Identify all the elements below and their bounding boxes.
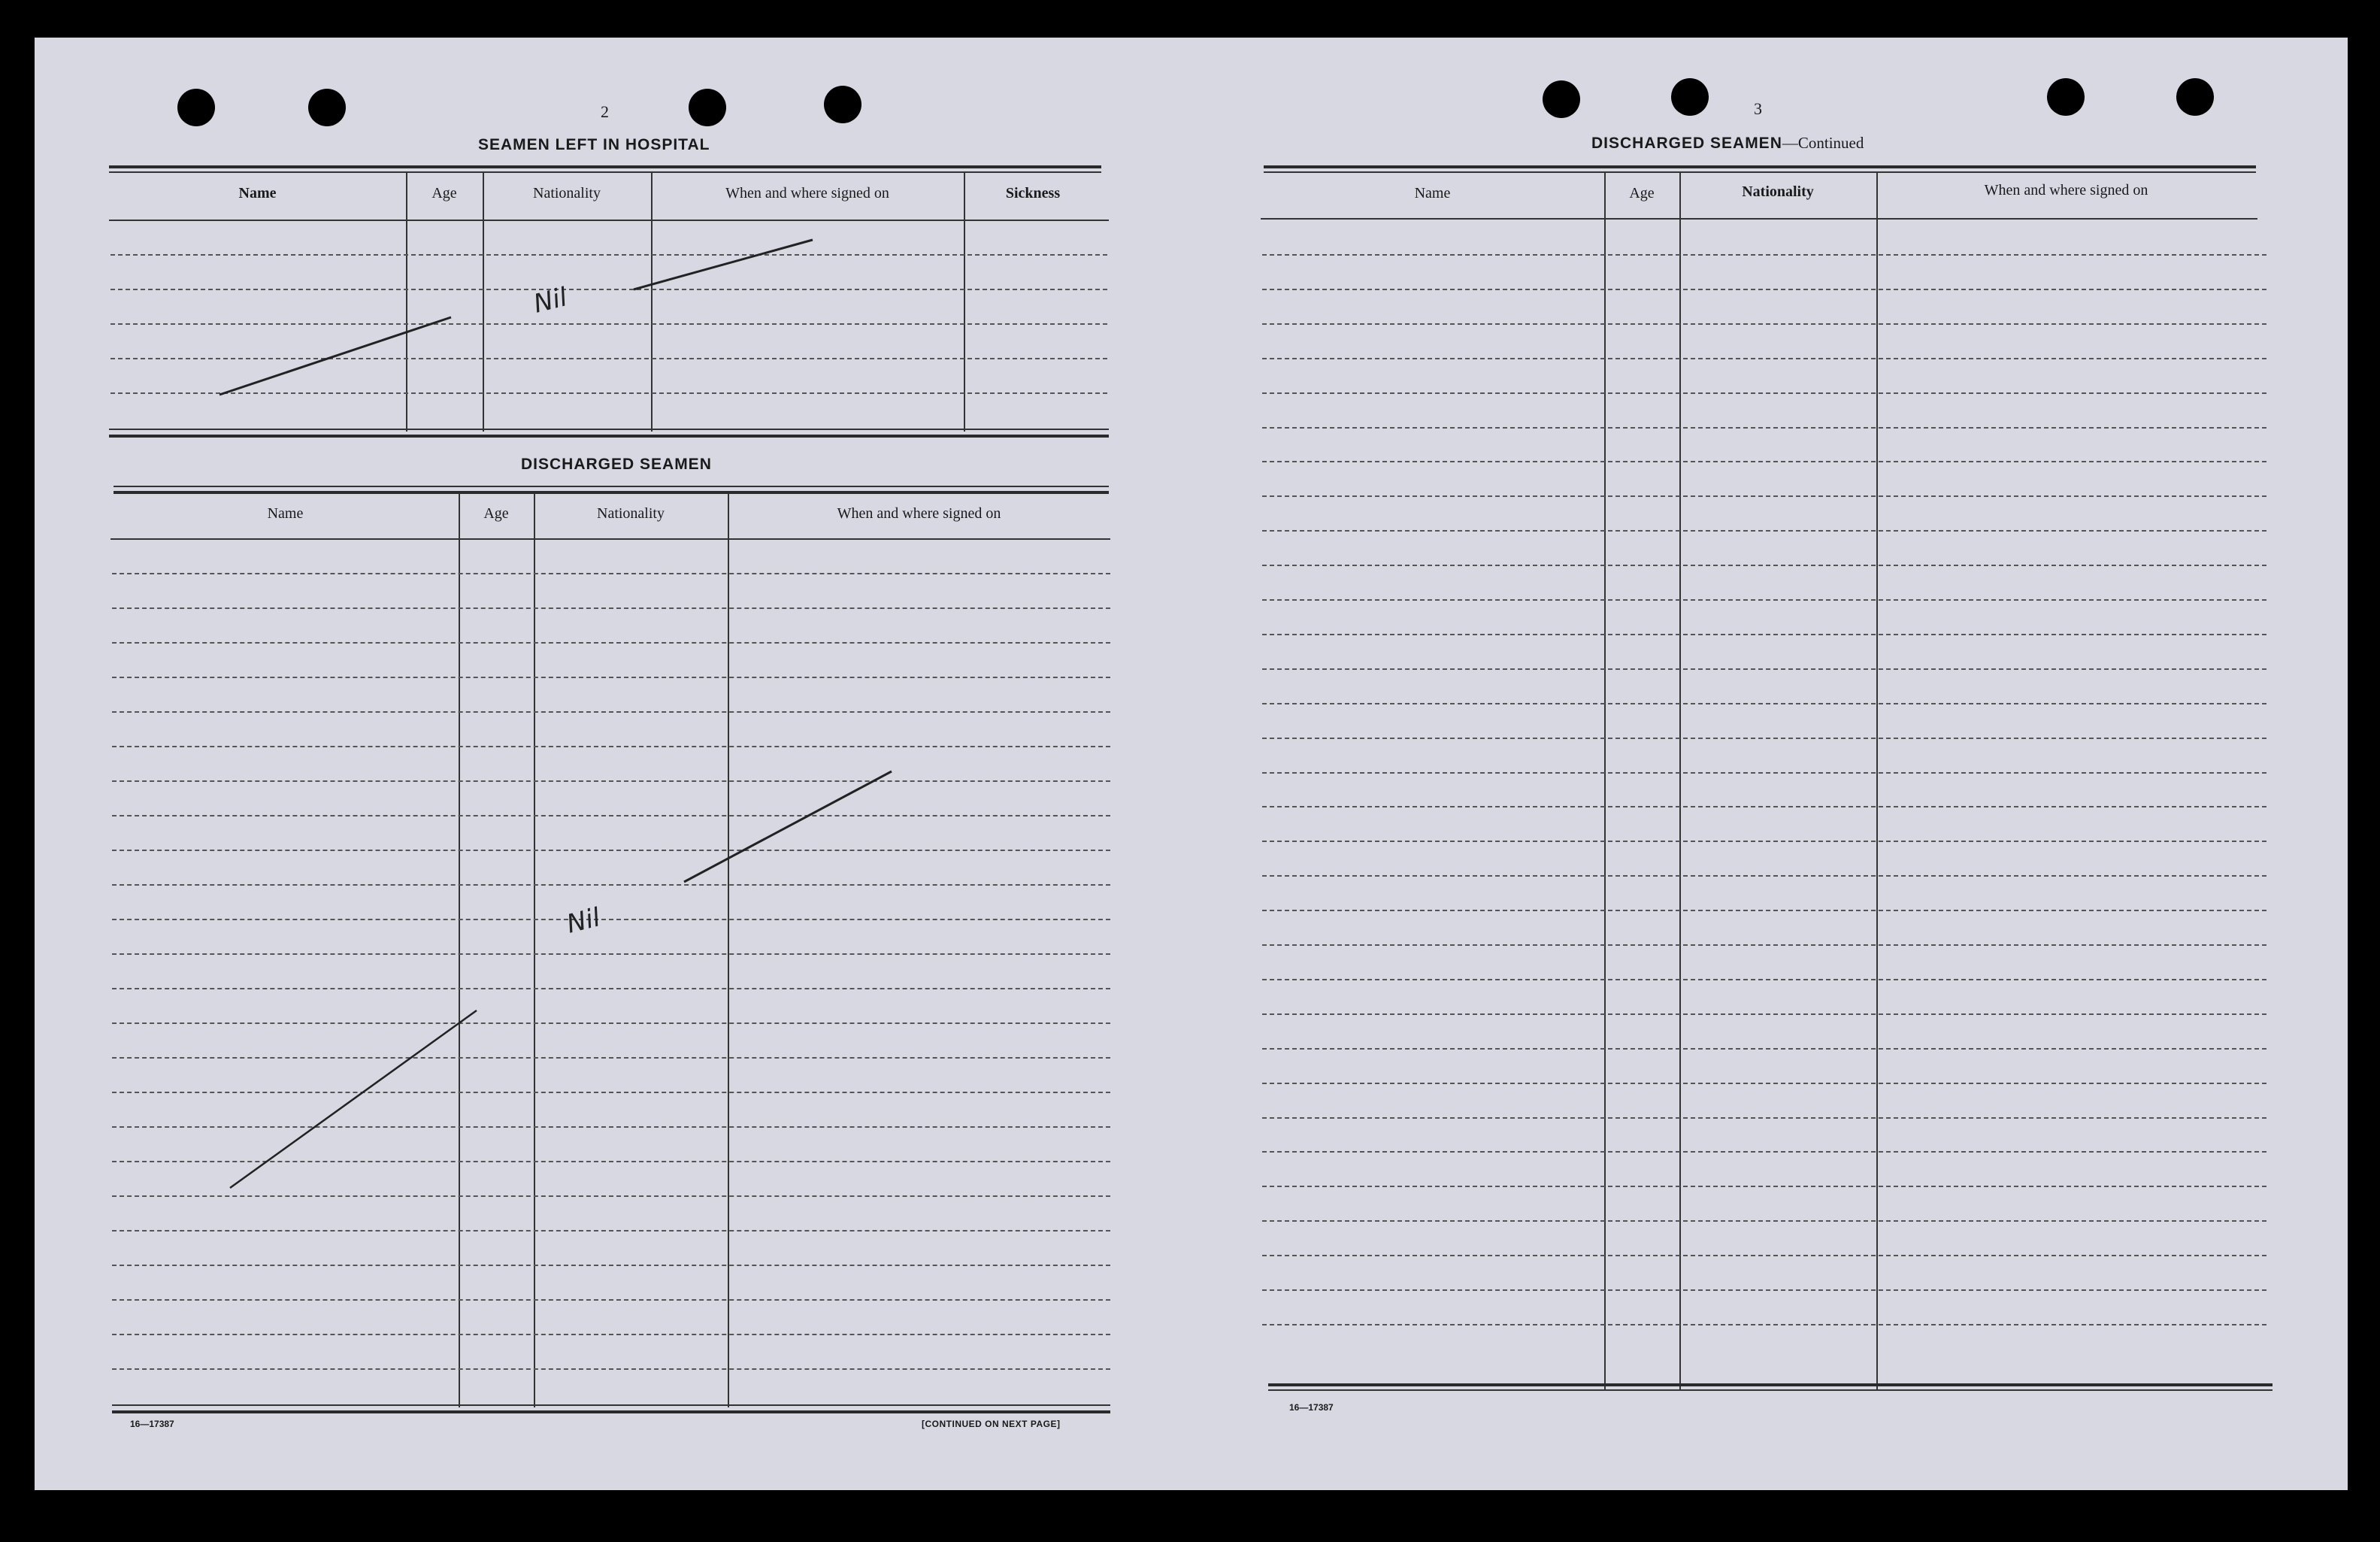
strike-line bbox=[220, 317, 451, 395]
hospital-header-age: Age bbox=[431, 185, 457, 201]
hospital-section-title: SEAMEN LEFT IN HOSPITAL bbox=[478, 136, 710, 153]
discharged-header-nationality: Nationality bbox=[597, 505, 665, 522]
discharged-nil-annotation: Nil bbox=[563, 902, 604, 940]
right-header-name: Name bbox=[1414, 185, 1451, 201]
page-number-right: 3 bbox=[1754, 99, 1762, 118]
hospital-header-nationality: Nationality bbox=[533, 185, 601, 201]
page-number-left: 2 bbox=[601, 102, 609, 121]
discharged-continued-suffix: —Continued bbox=[1782, 134, 1864, 152]
right-form-code: 16—17387 bbox=[1289, 1402, 1334, 1413]
discharged-header-signed-on: When and where signed on bbox=[837, 505, 1001, 522]
discharged-continued-title-main: DISCHARGED SEAMEN bbox=[1591, 135, 1782, 152]
hospital-header-signed-on: When and where signed on bbox=[725, 185, 889, 201]
hospital-header-sickness: Sickness bbox=[1005, 185, 1061, 201]
discharged-section-title: DISCHARGED SEAMEN bbox=[521, 456, 712, 473]
discharged-header-name: Name bbox=[267, 505, 304, 522]
strike-line bbox=[634, 240, 813, 289]
right-header-signed-on: When and where signed on bbox=[1984, 182, 2148, 198]
continued-note: [CONTINUED ON NEXT PAGE] bbox=[922, 1419, 1061, 1429]
strike-line bbox=[230, 1010, 477, 1188]
right-header-nationality: Nationality bbox=[1742, 183, 1814, 200]
hospital-nil-annotation: Nil bbox=[530, 282, 571, 320]
strike-line bbox=[684, 771, 892, 882]
left-form-code: 16—17387 bbox=[130, 1419, 174, 1429]
hospital-header-name: Name bbox=[238, 185, 277, 201]
discharged-header-age: Age bbox=[483, 505, 509, 522]
right-header-age: Age bbox=[1629, 185, 1655, 201]
